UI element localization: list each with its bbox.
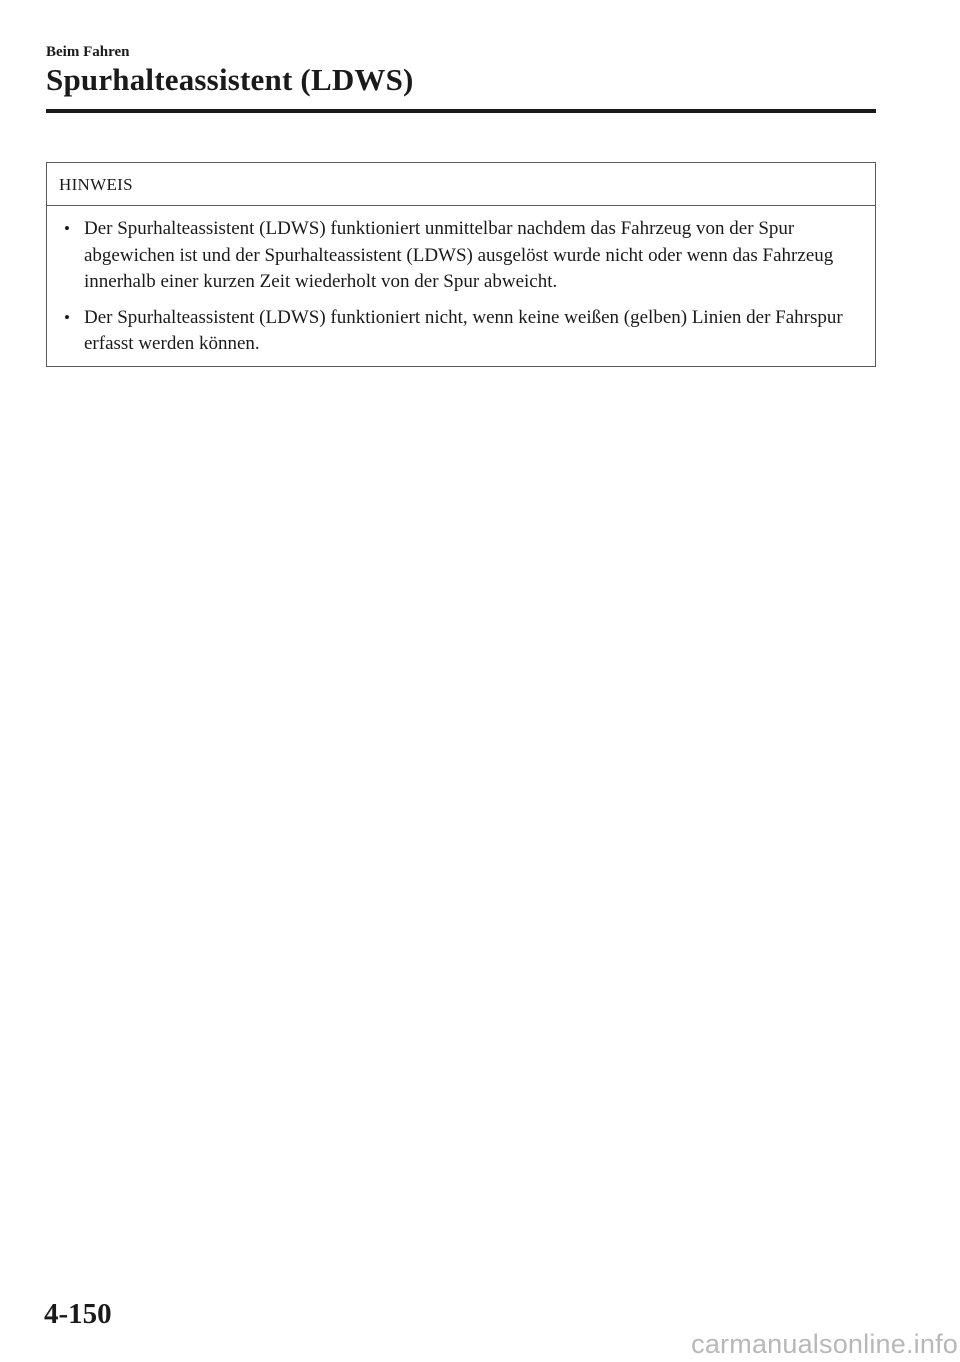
page-title: Spurhalteassistent (LDWS) bbox=[46, 62, 414, 97]
page-number: 4-150 bbox=[44, 1298, 112, 1330]
watermark: carmanualsonline.info bbox=[691, 1329, 958, 1359]
section-label: Beim Fahren bbox=[46, 44, 130, 60]
bullet-icon: • bbox=[64, 219, 70, 238]
title-rule bbox=[46, 109, 876, 113]
note-heading: HINWEIS bbox=[47, 163, 875, 206]
note-box bbox=[46, 162, 876, 367]
note-text: Der Spurhalteassistent (LDWS) funktioniert nicht, wenn keine weißen (gelben) Linien der Fahrspur erfasst werden können. bbox=[84, 306, 843, 354]
note-text: Der Spurhalteassistent (LDWS) funktioniert unmittelbar nachdem das Fahrzeug von der Spur abgewichen ist und der Spurhalteassistent (LDWS) ausgelöst wurde nicht oder wenn das Fahrzeug innerhalb einer kurzen Zeit wiederholt von der Spur abweicht. bbox=[84, 218, 834, 292]
list-item bbox=[47, 305, 865, 358]
list-item bbox=[47, 216, 865, 296]
note-list bbox=[47, 206, 875, 366]
bullet-icon: • bbox=[64, 307, 70, 327]
